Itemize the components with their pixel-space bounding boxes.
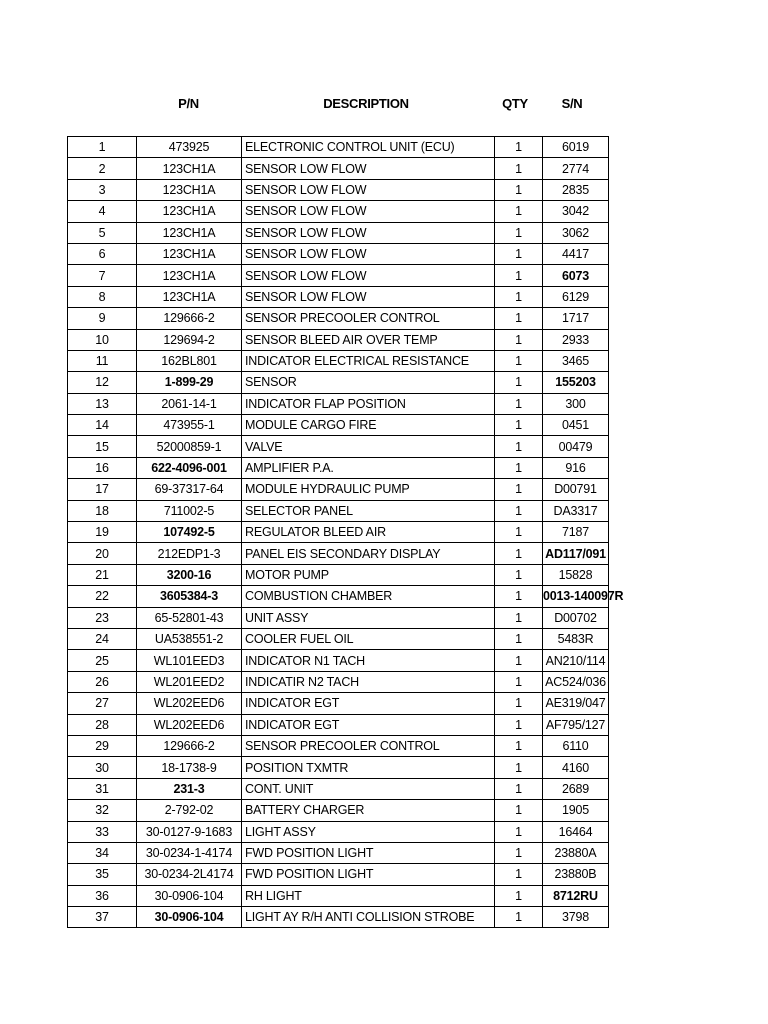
quantity-cell: 1	[495, 821, 543, 842]
serial-number-cell: 2689	[543, 778, 609, 799]
description-cell: INDICATOR EGT	[242, 693, 495, 714]
parts-table	[67, 136, 624, 928]
description-cell: SENSOR LOW FLOW	[242, 286, 495, 307]
part-number-cell: WL101EED3	[137, 650, 242, 671]
table-row	[68, 308, 609, 329]
description-cell: CONT. UNIT	[242, 778, 495, 799]
quantity-cell: 1	[495, 243, 543, 264]
table-row	[68, 778, 609, 799]
parts-table-body	[68, 137, 624, 928]
part-number-cell: 129666-2	[137, 308, 242, 329]
part-number-cell: 212EDP1-3	[137, 543, 242, 564]
quantity-cell: 1	[495, 393, 543, 414]
row-number-cell: 5	[68, 222, 137, 243]
part-number-cell: 2-792-02	[137, 800, 242, 821]
table-row	[68, 286, 609, 307]
row-number-cell: 24	[68, 628, 137, 649]
table-row	[68, 393, 609, 414]
part-number-cell: 622-4096-001	[137, 457, 242, 478]
part-number-cell: 123CH1A	[137, 286, 242, 307]
description-cell: RH LIGHT	[242, 885, 495, 906]
serial-number-cell: D00702	[543, 607, 609, 628]
table-row	[68, 757, 609, 778]
header-sn: S/N	[561, 96, 583, 111]
table-row	[68, 907, 609, 928]
part-number-cell: 231-3	[137, 778, 242, 799]
quantity-cell: 1	[495, 329, 543, 350]
part-number-cell: 123CH1A	[137, 265, 242, 286]
table-row	[68, 457, 609, 478]
serial-number-cell: 23880A	[543, 842, 609, 863]
description-cell: LIGHT ASSY	[242, 821, 495, 842]
serial-number-cell: 16464	[543, 821, 609, 842]
quantity-cell: 1	[495, 564, 543, 585]
serial-number-cell: 15828	[543, 564, 609, 585]
serial-number-cell: 3062	[543, 222, 609, 243]
part-number-cell: WL201EED2	[137, 671, 242, 692]
part-number-cell: 30-0234-1-4174	[137, 842, 242, 863]
quantity-cell: 1	[495, 457, 543, 478]
table-row	[68, 800, 609, 821]
part-number-cell: 711002-5	[137, 500, 242, 521]
description-cell: SENSOR PRECOOLER CONTROL	[242, 735, 495, 756]
description-cell: SELECTOR PANEL	[242, 500, 495, 521]
row-number-cell: 31	[68, 778, 137, 799]
description-cell: POSITION TXMTR	[242, 757, 495, 778]
header-description: DESCRIPTION	[323, 96, 409, 111]
table-row	[68, 350, 609, 371]
part-number-cell: 473955-1	[137, 415, 242, 436]
table-row	[68, 158, 609, 179]
quantity-cell: 1	[495, 179, 543, 200]
quantity-cell: 1	[495, 500, 543, 521]
quantity-cell: 1	[495, 158, 543, 179]
quantity-cell: 1	[495, 800, 543, 821]
part-number-cell: 162BL801	[137, 350, 242, 371]
table-row	[68, 735, 609, 756]
serial-number-cell: D00791	[543, 479, 609, 500]
serial-number-cell: AF795/127	[543, 714, 609, 735]
serial-number-cell: 0451	[543, 415, 609, 436]
serial-number-cell: 5483R	[543, 628, 609, 649]
part-number-cell: 129666-2	[137, 735, 242, 756]
part-number-cell: 2061-14-1	[137, 393, 242, 414]
part-number-cell: 1-899-29	[137, 372, 242, 393]
serial-number-cell: 0013-140097R	[543, 586, 609, 607]
row-number-cell: 4	[68, 201, 137, 222]
row-number-cell: 12	[68, 372, 137, 393]
table-row	[68, 607, 609, 628]
part-number-cell: 30-0906-104	[137, 907, 242, 928]
row-number-cell: 30	[68, 757, 137, 778]
quantity-cell: 1	[495, 415, 543, 436]
table-row	[68, 222, 609, 243]
quantity-cell: 1	[495, 607, 543, 628]
serial-number-cell: DA3317	[543, 500, 609, 521]
quantity-cell: 1	[495, 650, 543, 671]
table-row	[68, 179, 609, 200]
quantity-cell: 1	[495, 522, 543, 543]
part-number-cell: 3200-16	[137, 564, 242, 585]
table-row	[68, 436, 609, 457]
row-number-cell: 18	[68, 500, 137, 521]
serial-number-cell: AN210/114	[543, 650, 609, 671]
part-number-cell: 123CH1A	[137, 222, 242, 243]
header-pn: P/N	[178, 96, 199, 111]
part-number-cell: 3605384-3	[137, 586, 242, 607]
row-number-cell: 13	[68, 393, 137, 414]
table-row	[68, 522, 609, 543]
quantity-cell: 1	[495, 778, 543, 799]
table-row	[68, 586, 609, 607]
quantity-cell: 1	[495, 714, 543, 735]
row-number-cell: 3	[68, 179, 137, 200]
row-number-cell: 17	[68, 479, 137, 500]
table-row	[68, 650, 609, 671]
description-cell: FWD POSITION LIGHT	[242, 864, 495, 885]
table-row	[68, 671, 609, 692]
table-row	[68, 137, 609, 158]
description-cell: INDICATOR N1 TACH	[242, 650, 495, 671]
table-row	[68, 821, 609, 842]
table-row	[68, 500, 609, 521]
quantity-cell: 1	[495, 671, 543, 692]
row-number-cell: 15	[68, 436, 137, 457]
serial-number-cell: 7187	[543, 522, 609, 543]
row-number-cell: 14	[68, 415, 137, 436]
part-number-cell: 123CH1A	[137, 179, 242, 200]
part-number-cell: 18-1738-9	[137, 757, 242, 778]
serial-number-cell: 2933	[543, 329, 609, 350]
description-cell: SENSOR LOW FLOW	[242, 201, 495, 222]
table-row	[68, 714, 609, 735]
quantity-cell: 1	[495, 286, 543, 307]
header-qty: QTY	[502, 96, 528, 111]
serial-number-cell: 6019	[543, 137, 609, 158]
quantity-cell: 1	[495, 372, 543, 393]
part-number-cell: 30-0906-104	[137, 885, 242, 906]
description-cell: MOTOR PUMP	[242, 564, 495, 585]
quantity-cell: 1	[495, 842, 543, 863]
serial-number-cell: AC524/036	[543, 671, 609, 692]
serial-number-cell: 3798	[543, 907, 609, 928]
description-cell: SENSOR LOW FLOW	[242, 158, 495, 179]
description-cell: SENSOR LOW FLOW	[242, 179, 495, 200]
quantity-cell: 1	[495, 757, 543, 778]
serial-number-cell: AD117/091	[543, 543, 609, 564]
description-cell: SENSOR LOW FLOW	[242, 222, 495, 243]
row-number-cell: 16	[68, 457, 137, 478]
serial-number-cell: 6110	[543, 735, 609, 756]
part-number-cell: 52000859-1	[137, 436, 242, 457]
serial-number-cell: 1717	[543, 308, 609, 329]
table-row	[68, 885, 609, 906]
table-row	[68, 842, 609, 863]
part-number-cell: 69-37317-64	[137, 479, 242, 500]
description-cell: LIGHT AY R/H ANTI COLLISION STROBE	[242, 907, 495, 928]
row-number-cell: 34	[68, 842, 137, 863]
description-cell: INDICATIR N2 TACH	[242, 671, 495, 692]
row-number-cell: 8	[68, 286, 137, 307]
quantity-cell: 1	[495, 543, 543, 564]
table-row	[68, 628, 609, 649]
part-number-cell: 65-52801-43	[137, 607, 242, 628]
part-number-cell: 30-0127-9-1683	[137, 821, 242, 842]
part-number-cell: 473925	[137, 137, 242, 158]
description-cell: ELECTRONIC CONTROL UNIT (ECU)	[242, 137, 495, 158]
row-number-cell: 11	[68, 350, 137, 371]
table-row	[68, 479, 609, 500]
quantity-cell: 1	[495, 350, 543, 371]
description-cell: UNIT ASSY	[242, 607, 495, 628]
serial-number-cell: 2774	[543, 158, 609, 179]
quantity-cell: 1	[495, 137, 543, 158]
quantity-cell: 1	[495, 479, 543, 500]
serial-number-cell: 3465	[543, 350, 609, 371]
quantity-cell: 1	[495, 586, 543, 607]
row-number-cell: 6	[68, 243, 137, 264]
quantity-cell: 1	[495, 907, 543, 928]
table-row	[68, 329, 609, 350]
table-row	[68, 243, 609, 264]
description-cell: MODULE CARGO FIRE	[242, 415, 495, 436]
description-cell: BATTERY CHARGER	[242, 800, 495, 821]
row-number-cell: 21	[68, 564, 137, 585]
row-number-cell: 7	[68, 265, 137, 286]
row-number-cell: 19	[68, 522, 137, 543]
description-cell: FWD POSITION LIGHT	[242, 842, 495, 863]
row-number-cell: 32	[68, 800, 137, 821]
row-number-cell: 27	[68, 693, 137, 714]
serial-number-cell: 00479	[543, 436, 609, 457]
table-row	[68, 265, 609, 286]
row-number-cell: 35	[68, 864, 137, 885]
quantity-cell: 1	[495, 864, 543, 885]
description-cell: SENSOR PRECOOLER CONTROL	[242, 308, 495, 329]
row-number-cell: 28	[68, 714, 137, 735]
row-number-cell: 37	[68, 907, 137, 928]
table-row	[68, 415, 609, 436]
table-row	[68, 372, 609, 393]
serial-number-cell: 2835	[543, 179, 609, 200]
serial-number-cell: 23880B	[543, 864, 609, 885]
row-number-cell: 22	[68, 586, 137, 607]
description-cell: INDICATOR FLAP POSITION	[242, 393, 495, 414]
serial-number-cell: 6129	[543, 286, 609, 307]
description-cell: PANEL EIS SECONDARY DISPLAY	[242, 543, 495, 564]
table-row	[68, 201, 609, 222]
quantity-cell: 1	[495, 436, 543, 457]
part-number-cell: WL202EED6	[137, 714, 242, 735]
quantity-cell: 1	[495, 735, 543, 756]
description-cell: AMPLIFIER P.A.	[242, 457, 495, 478]
serial-number-cell: 155203	[543, 372, 609, 393]
serial-number-cell: 1905	[543, 800, 609, 821]
quantity-cell: 1	[495, 885, 543, 906]
quantity-cell: 1	[495, 308, 543, 329]
serial-number-cell: 3042	[543, 201, 609, 222]
description-cell: INDICATOR ELECTRICAL RESISTANCE	[242, 350, 495, 371]
part-number-cell: WL202EED6	[137, 693, 242, 714]
serial-number-cell: 300	[543, 393, 609, 414]
description-cell: SENSOR	[242, 372, 495, 393]
row-number-cell: 25	[68, 650, 137, 671]
serial-number-cell: 4160	[543, 757, 609, 778]
quantity-cell: 1	[495, 222, 543, 243]
description-cell: COOLER FUEL OIL	[242, 628, 495, 649]
quantity-cell: 1	[495, 628, 543, 649]
table-row	[68, 543, 609, 564]
part-number-cell: 123CH1A	[137, 158, 242, 179]
description-cell: SENSOR BLEED AIR OVER TEMP	[242, 329, 495, 350]
part-number-cell: UA538551-2	[137, 628, 242, 649]
row-number-cell: 36	[68, 885, 137, 906]
row-number-cell: 26	[68, 671, 137, 692]
row-number-cell: 20	[68, 543, 137, 564]
quantity-cell: 1	[495, 693, 543, 714]
table-row	[68, 693, 609, 714]
row-number-cell: 23	[68, 607, 137, 628]
row-number-cell: 33	[68, 821, 137, 842]
quantity-cell: 1	[495, 201, 543, 222]
row-number-cell: 10	[68, 329, 137, 350]
row-number-cell: 2	[68, 158, 137, 179]
description-cell: INDICATOR EGT	[242, 714, 495, 735]
description-cell: SENSOR LOW FLOW	[242, 265, 495, 286]
description-cell: SENSOR LOW FLOW	[242, 243, 495, 264]
part-number-cell: 123CH1A	[137, 201, 242, 222]
description-cell: COMBUSTION CHAMBER	[242, 586, 495, 607]
row-number-cell: 1	[68, 137, 137, 158]
serial-number-cell: 4417	[543, 243, 609, 264]
part-number-cell: 30-0234-2L4174	[137, 864, 242, 885]
description-cell: REGULATOR BLEED AIR	[242, 522, 495, 543]
serial-number-cell: 6073	[543, 265, 609, 286]
description-cell: VALVE	[242, 436, 495, 457]
part-number-cell: 123CH1A	[137, 243, 242, 264]
table-row	[68, 564, 609, 585]
serial-number-cell: 916	[543, 457, 609, 478]
row-number-cell: 29	[68, 735, 137, 756]
serial-number-cell: 8712RU	[543, 885, 609, 906]
table-row	[68, 864, 609, 885]
part-number-cell: 107492-5	[137, 522, 242, 543]
row-number-cell: 9	[68, 308, 137, 329]
description-cell: MODULE HYDRAULIC PUMP	[242, 479, 495, 500]
part-number-cell: 129694-2	[137, 329, 242, 350]
quantity-cell: 1	[495, 265, 543, 286]
serial-number-cell: AE319/047	[543, 693, 609, 714]
